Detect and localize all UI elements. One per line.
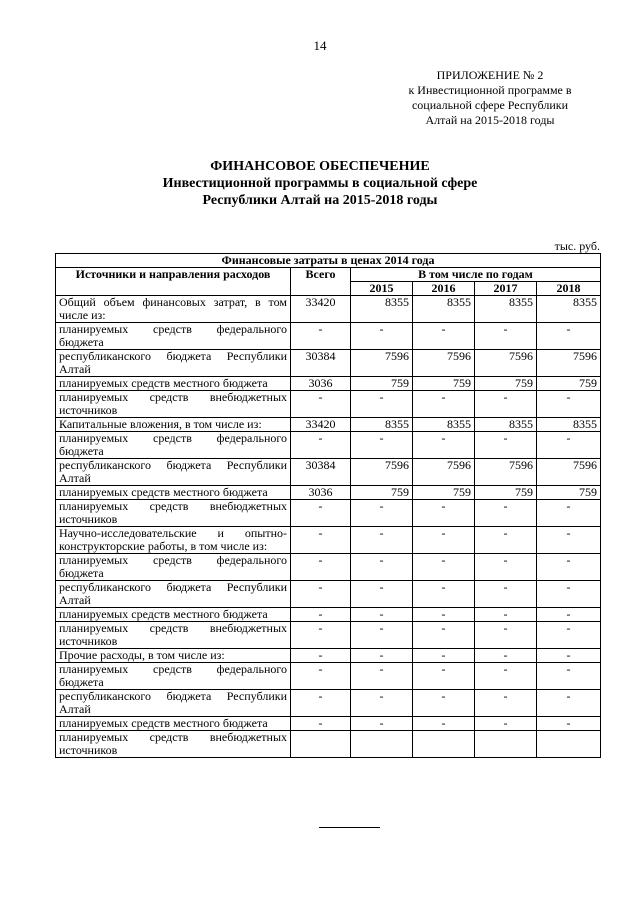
cell-y2015: 759 [351,377,413,391]
row-label: планируемых средств внебюджетных источников [56,622,291,649]
table-row [56,350,601,377]
appendix-block [390,68,590,128]
cell-y2016: - [413,500,475,527]
cell-y2015: 7596 [351,459,413,486]
cell-y2016: - [413,527,475,554]
table-row [56,432,601,459]
table-row [56,622,601,649]
table-row [56,649,601,663]
cell-y2018: - [537,527,601,554]
cell-total [291,731,351,758]
cell-y2015: 8355 [351,296,413,323]
header-total: Всего [291,268,351,296]
cell-y2018: - [537,391,601,418]
row-label: планируемых средств местного бюджета [56,486,291,500]
cell-total: 3036 [291,377,351,391]
cell-y2015: - [351,717,413,731]
table-row [56,391,601,418]
cell-y2016: - [413,323,475,350]
cell-total: - [291,581,351,608]
cell-y2016: - [413,663,475,690]
table-header-row [56,268,601,282]
header-year: 2016 [413,282,475,296]
cell-y2016: - [413,717,475,731]
cell-y2016: - [413,690,475,717]
cell-y2018: 7596 [537,459,601,486]
table-row [56,608,601,622]
header-by-years: В том числе по годам [351,268,601,282]
table-row [56,323,601,350]
table-row [56,296,601,323]
table-row [56,527,601,554]
cell-y2015: - [351,391,413,418]
title-line: Инвестиционной программы в социальной сфере [162,176,478,191]
cell-total: 33420 [291,418,351,432]
cell-y2018: - [537,608,601,622]
cell-y2018: - [537,581,601,608]
cell-y2018: 7596 [537,350,601,377]
cell-y2015: - [351,527,413,554]
cell-y2017: - [475,323,537,350]
cell-total: - [291,717,351,731]
cell-y2017: 8355 [475,296,537,323]
cell-y2018: - [537,500,601,527]
row-label: Капитальные вложения, в том числе из: [56,418,291,432]
cell-y2018: 8355 [537,296,601,323]
cell-y2017: 759 [475,486,537,500]
cell-y2017: - [475,581,537,608]
cell-total: 30384 [291,350,351,377]
cell-y2018: - [537,649,601,663]
row-label: республиканского бюджета Республики Алтай [56,350,291,377]
cell-y2017: 7596 [475,350,537,377]
cell-y2016: 759 [413,377,475,391]
row-label: планируемых средств местного бюджета [56,608,291,622]
table-body [56,296,601,758]
cell-total: - [291,649,351,663]
cell-y2018: - [537,690,601,717]
cell-y2017: - [475,649,537,663]
cell-total: - [291,622,351,649]
cell-y2015: - [351,432,413,459]
row-label: планируемых средств внебюджетных источников [56,391,291,418]
table-row [56,690,601,717]
cell-y2015: - [351,323,413,350]
cell-total: - [291,554,351,581]
cell-y2016: - [413,391,475,418]
document-title [0,158,640,209]
header-year: 2018 [537,282,601,296]
cell-y2018 [537,731,601,758]
appendix-line: социальной сфере Республики [411,98,568,112]
cell-y2017: - [475,608,537,622]
cell-total: - [291,391,351,418]
table-row [56,581,601,608]
row-label: республиканского бюджета Республики Алтай [56,459,291,486]
cell-y2015: - [351,690,413,717]
cell-total: - [291,500,351,527]
table-row [56,486,601,500]
cell-y2015: 759 [351,486,413,500]
cell-total: - [291,608,351,622]
cell-y2017: - [475,622,537,649]
cell-y2015: - [351,622,413,649]
cell-y2018: - [537,432,601,459]
page-number: 14 [313,38,327,53]
cell-y2016: - [413,649,475,663]
cell-y2015: - [351,649,413,663]
cell-total: - [291,432,351,459]
cell-y2015 [351,731,413,758]
cell-y2015: - [351,581,413,608]
cell-y2017: - [475,690,537,717]
unit-label: тыс. руб. [554,239,600,253]
cell-y2017: - [475,663,537,690]
cell-total: - [291,323,351,350]
cell-y2018: - [537,622,601,649]
table-caption-row [56,254,601,268]
cell-y2017: - [475,432,537,459]
row-label: планируемых средств внебюджетных источников [56,500,291,527]
cell-y2016: - [413,432,475,459]
appendix-line: Алтай на 2015-2018 годы [425,113,555,127]
row-label: Научно-исследовательские и опытно-конструкторские работы, в том числе из: [56,527,291,554]
cell-y2017 [475,731,537,758]
cell-y2016: 7596 [413,350,475,377]
appendix-line: ПРИЛОЖЕНИЕ № 2 [436,68,544,82]
row-label: планируемых средств местного бюджета [56,377,291,391]
cell-y2015: - [351,500,413,527]
cell-y2015: - [351,554,413,581]
cell-y2015: - [351,663,413,690]
header-source: Источники и направления расходов [56,268,291,296]
cell-total: 3036 [291,486,351,500]
cell-total: - [291,527,351,554]
cell-y2018: - [537,554,601,581]
table-caption: Финансовые затраты в ценах 2014 года [56,254,601,268]
table-row [56,500,601,527]
cell-y2017: - [475,527,537,554]
cell-total: - [291,690,351,717]
cell-y2017: 759 [475,377,537,391]
table-row [56,418,601,432]
table-row [56,731,601,758]
title-line: ФИНАНСОВОЕ ОБЕСПЕЧЕНИЕ [210,159,430,174]
table-row [56,377,601,391]
table-row [56,717,601,731]
row-label: республиканского бюджета Республики Алтай [56,690,291,717]
cell-y2018: - [537,323,601,350]
cell-y2018: 759 [537,377,601,391]
cell-y2017: 8355 [475,418,537,432]
cell-y2017: - [475,391,537,418]
financing-table [55,253,601,758]
row-label: республиканского бюджета Республики Алтай [56,581,291,608]
header-year: 2017 [475,282,537,296]
cell-y2016: - [413,622,475,649]
cell-y2018: 8355 [537,418,601,432]
table-row [56,663,601,690]
cell-y2017: - [475,717,537,731]
cell-y2016: - [413,581,475,608]
row-label: планируемых средств федерального бюджета [56,554,291,581]
row-label: планируемых средств федерального бюджета [56,432,291,459]
cell-y2017: - [475,554,537,581]
cell-total: 33420 [291,296,351,323]
cell-y2018: - [537,663,601,690]
header-year: 2015 [351,282,413,296]
table-row [56,459,601,486]
cell-y2016: 7596 [413,459,475,486]
cell-y2017: - [475,500,537,527]
title-line: Республики Алтай на 2015-2018 годы [202,193,438,208]
row-label: планируемых средств федерального бюджета [56,663,291,690]
cell-y2016: - [413,554,475,581]
cell-y2015: - [351,608,413,622]
cell-y2015: 8355 [351,418,413,432]
cell-y2017: 7596 [475,459,537,486]
cell-y2016: - [413,608,475,622]
row-label: Общий объем финансовых затрат, в том числе из: [56,296,291,323]
footer-divider [319,827,380,828]
cell-total: - [291,663,351,690]
row-label: Прочие расходы, в том числе из: [56,649,291,663]
row-label: планируемых средств внебюджетных источников [56,731,291,758]
cell-y2018: 759 [537,486,601,500]
cell-y2016: 8355 [413,296,475,323]
row-label: планируемых средств местного бюджета [56,717,291,731]
table-row [56,554,601,581]
appendix-line: к Инвестиционной программе в [408,83,572,97]
cell-y2015: 7596 [351,350,413,377]
cell-y2016: 759 [413,486,475,500]
cell-y2016: 8355 [413,418,475,432]
cell-y2018: - [537,717,601,731]
row-label: планируемых средств федерального бюджета [56,323,291,350]
cell-total: 30384 [291,459,351,486]
cell-y2016 [413,731,475,758]
